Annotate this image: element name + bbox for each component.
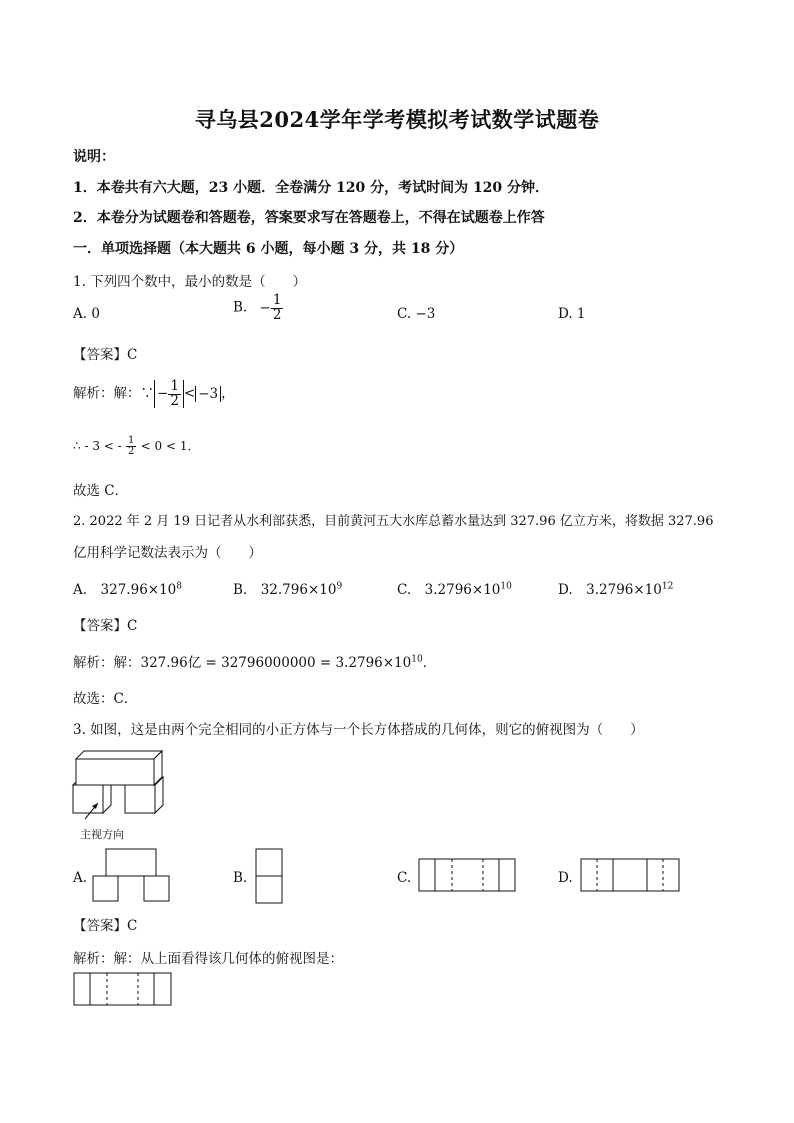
q1-option-b: B. − $\frac{1}{2}$: [233, 292, 282, 323]
q1-option-a: A. 0: [73, 306, 100, 322]
q3-option-b-figure: [255, 848, 285, 904]
intro-line-2: 2．本卷分为试题卷和答题卷，答案要求写在答题卷上，不得在试题卷上作答: [73, 210, 545, 226]
q2-option-a: A. $327.96\times 10^8$: [73, 581, 183, 598]
q2-stem-line-2: 亿用科学记数法表示为（ ）: [73, 545, 262, 561]
absolute-value: −3: [195, 386, 221, 402]
intro-line-1: 1．本卷共有六大题，23 小题．全卷满分 120 分，考试时间为 120 分钟．: [73, 180, 550, 196]
q3-answer: 【答案】C: [73, 918, 138, 934]
q2-explanation: 解析：解：327.96亿 = $32796000000 = 3.2796\times 10^{10}$．: [73, 654, 437, 671]
q1-inequality: ∴ - 3 < - $\frac{1}{2}$ < 0 < 1．: [73, 435, 200, 457]
right-cube-front: [125, 785, 155, 813]
q3-option-b-label: B.: [233, 870, 248, 886]
q3-option-d-figure: [580, 858, 682, 894]
q2-option-c: C. $3.2796\times 10^{10}$: [397, 581, 512, 598]
q3-option-c-figure: [418, 858, 518, 894]
q1-option-d: D. 1: [558, 306, 586, 322]
intro-label: 说明：: [73, 149, 115, 165]
q3-explanation-figure: [73, 972, 175, 1008]
q1-answer: 【答案】C: [73, 347, 138, 363]
q3-solid-figure: [70, 745, 180, 830]
q1-option-c: C. −3: [397, 306, 436, 322]
q3-option-a-label: A.: [73, 870, 88, 886]
q3-stem: 3. 如图，这是由两个完全相同的小正方体与一个长方体搭成的几何体，则它的俯视图为（ ）: [73, 722, 644, 738]
q3-figure-caption: 主视方向: [80, 828, 124, 841]
left-cube-front: [73, 785, 103, 813]
q2-answer: 【答案】C: [73, 618, 138, 634]
q1-option-b-fraction: $\frac{1}{2}$: [272, 292, 282, 323]
q1-conclusion: 故选 C．: [73, 483, 129, 499]
box-top-face: [76, 751, 162, 759]
page-title: 寻乌县2024学年学考模拟考试数学试题卷: [194, 107, 600, 132]
q2-option-b: B. $32.796\times 10^9$: [233, 581, 343, 598]
section-heading: 一．单项选择题（本大题共 6 小题，每小题 3 分，共 18 分）: [73, 241, 464, 257]
absolute-value: − $\frac{1}{2}$: [154, 380, 184, 408]
q3-explanation: 解析：解：从上面看得该几何体的俯视图是：: [73, 951, 343, 967]
q2-stem-line-1: 2. 2022 年 2 月 19 日记者从水利部获悉，目前黄河五大水库总蓄水量达到 327.96 亿立方米，将数据 327.96: [73, 514, 714, 529]
q3-option-a-figure: [92, 848, 172, 904]
q2-option-d: D. $3.2796\times 10^{12}$: [558, 581, 674, 598]
q3-option-d-label: D.: [558, 870, 573, 886]
q1-explanation: 解析：解：∵ − $\frac{1}{2}$ < −3 ，: [73, 378, 235, 409]
q2-conclusion: 故选：C．: [73, 691, 138, 707]
q1-stem: 1. 下列四个数中，最小的数是（ ）: [73, 274, 307, 290]
q3-option-c-label: C.: [397, 870, 412, 886]
